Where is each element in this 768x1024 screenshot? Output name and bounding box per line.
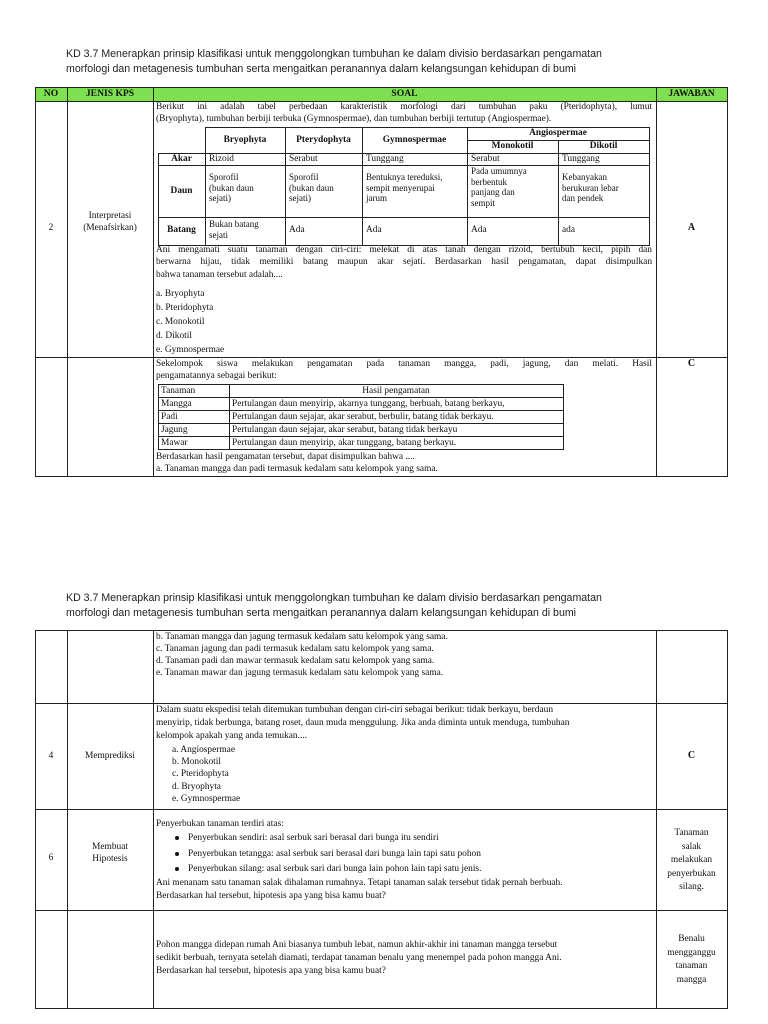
cell: Pada umumnya berbentuk panjang dan sempit: [471, 166, 527, 208]
page-header-1: [66, 47, 706, 77]
question-stem: Berdasarkan hasil pengamatan tersebut, dapat disimpulkan bahwa ....: [156, 452, 415, 462]
option-d: d. Bryophyta: [172, 782, 221, 792]
bullet-icon: [175, 836, 179, 840]
kps-label: Memprediksi: [85, 751, 135, 761]
header-line-1: KD 3.7 Menerapkan prinsip klasifikasi untuk menggolongkan tumbuhan ke dalam divisio berdasarkan pengamatan: [66, 48, 602, 60]
cell: Ada: [366, 225, 382, 235]
rule: [656, 87, 657, 477]
question-stem: Ani mengamati suatu tanaman dengan ciri-ciri: melekat di atas tanah dengan rizoid, bertubuh kecil, pipih dan berwarna hijau, tidak memiliki batang maupun akar sejati. Berdasarkan hasil pengamatan, dapat disimpulkan bahwa tanaman tersebut adalah....: [156, 245, 652, 280]
question-intro: Berikut ini adalah tabel perbedaan karakteristik morfologi dari tumbuhan paku (Pteridophyta), lumut (Bryophyta), tumbuhan berbiji terbuka (Gymnospermae), dan tumbuhan berbiji tertutup (Angiospermae).: [156, 102, 652, 125]
option-c: c. Tanaman jagung dan padi termasuk kedalam satu kelompok yang sama.: [156, 644, 434, 654]
cell: Rizoid: [209, 154, 234, 164]
question-stem-line1: Dalam suatu ekspedisi telah ditemukan tumbuhan dengan ciri-ciri sebagai berikut: tidak berkayu, berdaun: [156, 705, 554, 715]
header-line-2: morfologi dan metagenesis tumbuhan serta mengaitkan peranannya dalam kelangsungan kehidupan di bumi: [66, 607, 577, 619]
option-b: b. Pteridophyta: [156, 303, 214, 313]
list-item: Penyerbukan silang: asal serbuk sari dari bunga lain pohon lain tapi satu jenis.: [188, 864, 482, 874]
kps-label-line1: Membuat: [92, 842, 128, 852]
cell: Sporofil (bukan daun sejati): [209, 172, 254, 204]
option-e: e. Gymnospermae: [172, 794, 241, 804]
col-header-soal: SOAL: [391, 88, 418, 99]
rule: [35, 476, 727, 477]
row-number: 6: [48, 853, 54, 863]
cell: Tunggang: [366, 154, 404, 164]
bullet-icon: [175, 867, 179, 871]
row-number: 2: [48, 223, 54, 233]
cell: ada: [562, 225, 576, 235]
page-header-2: [66, 591, 706, 621]
col-header-kps: JENIS KPS: [85, 88, 135, 99]
rule: [153, 87, 154, 477]
cell: Kebanyakan berukuran lebar dan pendek: [562, 172, 619, 204]
bullet-icon: [175, 852, 179, 856]
cell: Pertulangan daun menyirip, akar tunggang, batang berkayu.: [232, 438, 457, 448]
answer: C: [687, 358, 696, 369]
cell: Pertulangan daun menyirip, akarnya tunggang, berbuah, batang berkayu,: [232, 399, 505, 409]
question-stem-line3: Berdasarkan hal tersebut, hipotesis apa yang bisa kamu buat?: [156, 966, 386, 976]
option-b: b. Tanaman mangga dan jagung termasuk kedalam satu kelompok yang sama.: [156, 632, 448, 642]
th-dikotil: Dikotil: [589, 141, 618, 151]
col-header-jawaban: JAWABAN: [668, 88, 715, 99]
th-gymnospermae: Gymnospermae: [382, 135, 447, 145]
question-stem-line3: Berdasarkan hal tersebut, hipotesis apa yang bisa kamu buat?: [156, 891, 386, 901]
rule: [35, 87, 727, 88]
th-pterydophyta: Pterydophyta: [296, 135, 351, 145]
question-stem-line1: Pohon mangga didepan rumah Ani biasanya tumbuh lebat, namun akhir-akhir ini tanaman mangga tersebut: [156, 940, 558, 950]
cell: Pertulangan daun sejajar, akar serabut, batang tidak berkayu: [232, 425, 458, 435]
cell: Jagung: [161, 425, 188, 435]
th-tanaman: Tanaman: [161, 386, 196, 396]
option-d: d. Tanaman padi dan mawar termasuk kedalam satu kelompok yang sama.: [156, 656, 435, 666]
row-batang: Batang: [167, 225, 196, 235]
kps-label-line2: Hipotesis: [92, 854, 128, 864]
option-d: d. Dikotil: [156, 331, 192, 341]
col-header-no: NO: [43, 88, 59, 99]
cell: Mawar: [161, 438, 188, 448]
row-daun: Daun: [170, 186, 193, 196]
cell: Ada: [471, 225, 487, 235]
row-akar: Akar: [171, 154, 192, 164]
cell: Tunggang: [562, 154, 600, 164]
th-monokotil: Monokotil: [491, 141, 534, 151]
cell: Serabut: [471, 154, 500, 164]
option-a: a. Angiospermae: [172, 745, 236, 755]
question-stem-line2: sedikit berbuah, ternyata setelah diamati, terdapat tanaman benalu yang menempel pada pohon mangga Ani.: [156, 953, 562, 963]
cell: Serabut: [289, 154, 318, 164]
option-e: e. Tanaman mawar dan jagung termasuk kedalam satu kelompok yang sama.: [156, 668, 444, 678]
option-b: b. Monokotil: [172, 757, 221, 767]
header-line-1: KD 3.7 Menerapkan prinsip klasifikasi untuk menggolongkan tumbuhan ke dalam divisio berdasarkan pengamatan: [66, 592, 602, 604]
question-intro: Sekelompok siswa melakukan pengamatan pada tanaman mangga, padi, jagung, dan melati. Hasil pengamatannya sebagai berikut:: [156, 359, 652, 382]
answer: Benalu mengganggu tanaman mangga: [667, 934, 716, 985]
rule: [35, 87, 36, 477]
kps-label-line2: (Menafsirkan): [83, 223, 137, 233]
option-a: a. Bryophyta: [156, 289, 205, 299]
rule: [727, 87, 728, 477]
answer: Tanaman salak melakukan penyerbukan silang.: [667, 828, 716, 892]
option-e: e. Gymnospermae: [156, 345, 225, 355]
kps-label-line1: Interpretasi: [88, 211, 132, 221]
row-number: 4: [48, 751, 54, 761]
option-a: a. Tanaman mangga dan padi termasuk kedalam satu kelompok yang sama.: [156, 464, 438, 474]
cell: Bentuknya tereduksi, sempit menyerupai jarum: [366, 172, 443, 204]
cell: Pertulangan daun sejajar, akar serabut, berbulir, batang tidak berkayu.: [232, 412, 494, 422]
question-stem-line2: menyirip, tidak berbunga, batang roset, daun muda menggulung. Jika anda diminta untuk menduga, tumbuhan: [156, 718, 570, 728]
header-line-2: morfologi dan metagenesis tumbuhan serta mengaitkan peranannya dalam kelangsungan kehidupan di bumi: [66, 63, 577, 75]
option-c: c. Monokotil: [156, 317, 205, 327]
answer: C: [687, 750, 696, 761]
th-angiospermae: Angiospermae: [529, 128, 587, 138]
cell: Mangga: [161, 399, 192, 409]
th-bryophyta: Bryophyta: [223, 135, 267, 145]
th-hasil: Hasil pengamatan: [362, 386, 430, 396]
answer: A: [687, 222, 696, 233]
cell: Ada: [289, 225, 305, 235]
cell: Sporofil (bukan daun sejati): [289, 172, 334, 204]
rule: [67, 87, 68, 477]
question-stem-line2: Ani menanam satu tanaman salak dihalaman rumahnya. Tetapi tanaman salak tersebut tidak pernah berbuah.: [156, 878, 563, 888]
question-stem-line1: Penyerbukan tanaman terdiri atas:: [156, 819, 284, 829]
list-item: Penyerbukan sendiri: asal serbuk sari berasal dari bunga itu sendiri: [188, 833, 439, 843]
cell: Bukan batang sejati: [209, 219, 259, 240]
list-item: Penyerbukan tetangga: asal serbuk sari berasal dari bunga lain tapi satu pohon: [188, 849, 481, 859]
option-c: c. Pteridophyta: [172, 769, 229, 779]
cell: Padi: [161, 412, 178, 422]
question-stem-line3: kelompok apakah yang anda temukan....: [156, 731, 307, 741]
